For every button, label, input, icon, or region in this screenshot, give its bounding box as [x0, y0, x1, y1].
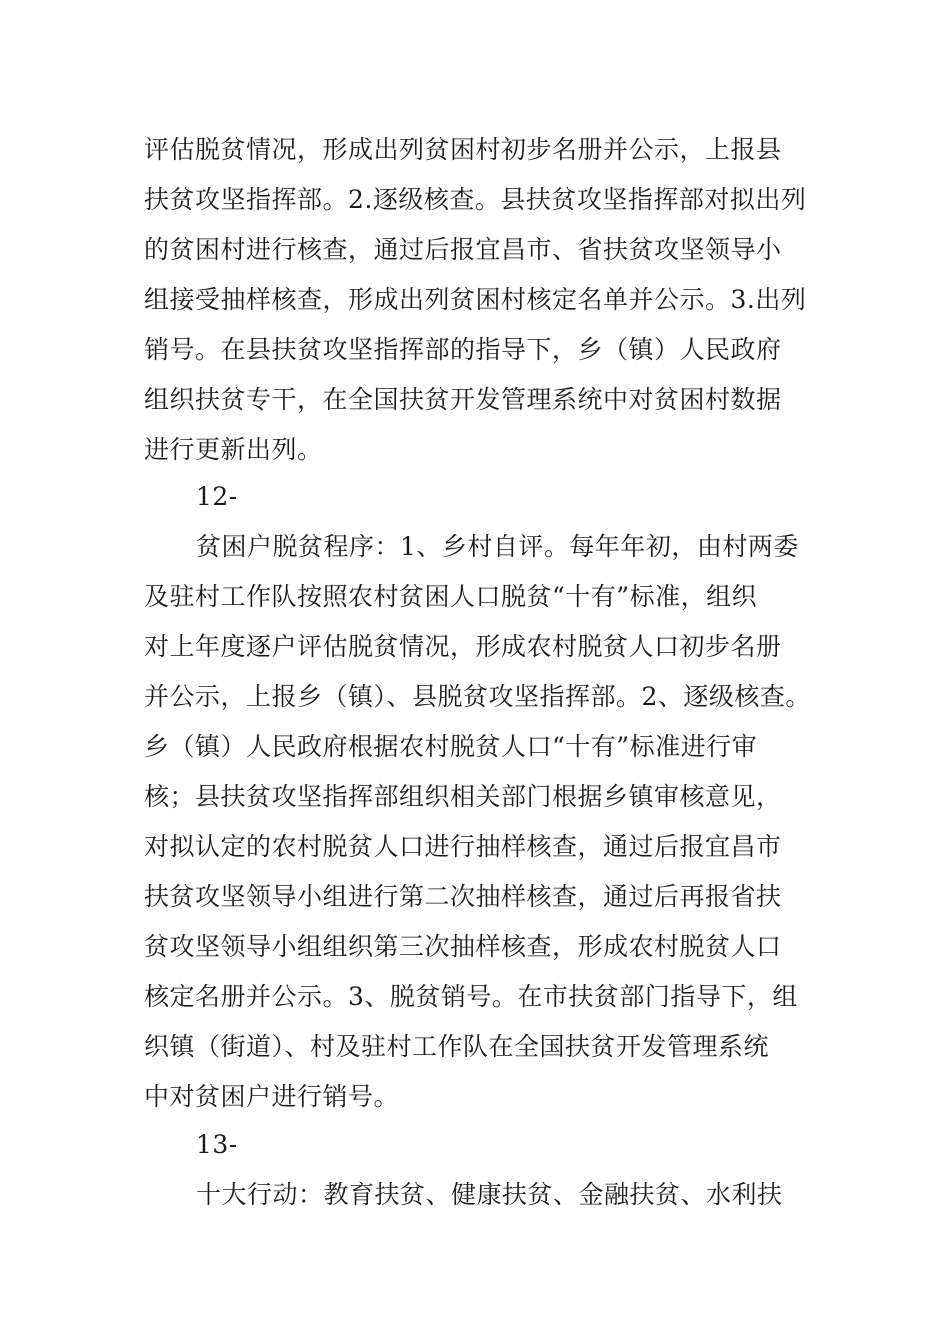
- text-line: 扶贫攻坚领导小组进行第二次抽样核查，通过后再报省扶: [144, 882, 782, 911]
- text-line: 并公示，上报乡（镇）、县脱贫攻坚指挥部。2、逐级核查。: [144, 682, 811, 711]
- text-line: 对拟认定的农村脱贫人口进行抽样核查，通过后报宜昌市: [144, 832, 782, 861]
- text-line: 贫困户脱贫程序：1、乡村自评。每年年初，由村两委: [196, 532, 799, 561]
- text-line: 对上年度逐户评估脱贫情况，形成农村脱贫人口初步名册: [144, 632, 782, 661]
- text-line: 贫攻坚领导小组组织第三次抽样核查，形成农村脱贫人口: [144, 932, 782, 961]
- text-line: 十大行动：教育扶贫、健康扶贫、金融扶贫、水利扶: [196, 1180, 783, 1209]
- text-line: 核；县扶贫攻坚指挥部组织相关部门根据乡镇审核意见，: [144, 782, 782, 811]
- text-line: 的贫困村进行核查，通过后报宜昌市、省扶贫攻坚领导小: [144, 235, 782, 264]
- text-line: 中对贫困户进行销号。: [144, 1082, 400, 1111]
- text-line: 销号。在县扶贫攻坚指挥部的指导下，乡（镇）人民政府: [144, 335, 782, 364]
- text-line: 评估脱贫情况，形成出列贫困村初步名册并公示，上报县: [144, 135, 782, 164]
- paragraph-village-exit: [144, 125, 834, 475]
- text-line: 组织扶贫专干，在全国扶贫开发管理系统中对贫困村数据: [144, 385, 782, 414]
- paragraph-household-exit: [144, 522, 834, 1122]
- section-number: 13-: [196, 1130, 238, 1159]
- text-line: 乡（镇）人民政府根据农村脱贫人口“十有”标准进行审: [144, 732, 758, 761]
- text-line: 核定名册并公示。3、脱贫销号。在市扶贫部门指导下，组: [144, 982, 798, 1011]
- section-number: 12-: [196, 482, 238, 511]
- text-line: 扶贫攻坚指挥部。2.逐级核查。县扶贫攻坚指挥部对拟出列: [144, 185, 807, 214]
- text-line: 进行更新出列。: [144, 435, 323, 464]
- section-number-12: [144, 472, 834, 522]
- paragraph-ten-actions: [144, 1170, 834, 1220]
- text-line: 织镇（街道）、村及驻村工作队在全国扶贫开发管理系统: [144, 1032, 770, 1061]
- text-line: 及驻村工作队按照农村贫困人口脱贫“十有”标准，组织: [144, 582, 758, 611]
- section-number-13: [144, 1120, 834, 1170]
- text-line: 组接受抽样核查，形成出列贫困村核定名单并公示。3.出列: [144, 285, 807, 314]
